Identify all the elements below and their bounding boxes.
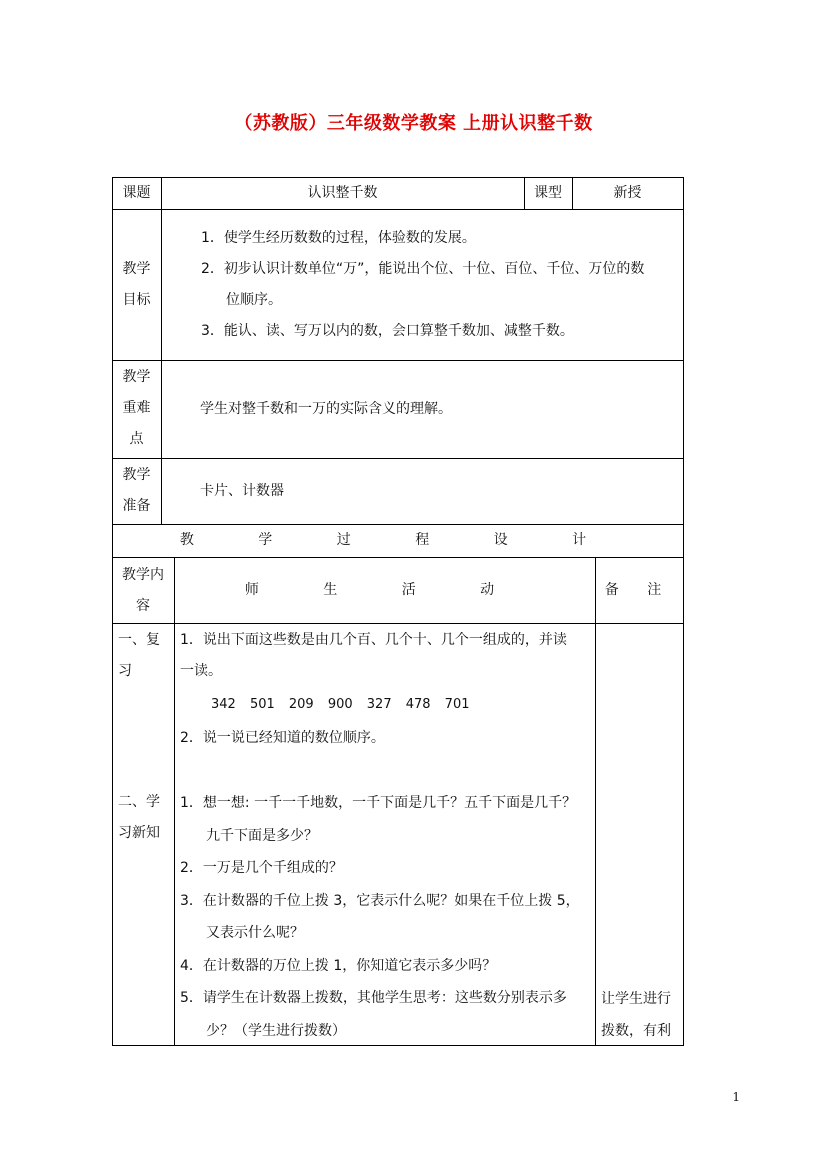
- goal-item: 1．使学生经历数数的过程，体验数的发展。: [201, 230, 476, 246]
- notes-column-header: 备 注: [604, 582, 674, 598]
- goal-item: 3．能认、读、写万以内的数，会口算整千数加、减整千数。: [201, 323, 574, 339]
- lesson-plan-table: [112, 177, 684, 1046]
- topic-label: 课题: [122, 185, 151, 201]
- review-label: 一、复 习: [118, 632, 160, 679]
- prep-text: 卡片、计数器: [200, 483, 284, 499]
- learning-item: 3．在计数器的千位上拨 3，它表示什么呢？如果在千位上拨 5，: [180, 892, 580, 909]
- content-column-header: 教学内 容: [122, 567, 164, 614]
- learning-item: 5．请学生在计数器上拨数，其他学生思考：这些数分别表示多: [180, 990, 567, 1006]
- type-value: 新授: [613, 185, 642, 201]
- review-numbers: 342 501 209 900 327 478 701: [211, 697, 470, 712]
- learning-item: 九千下面是多少？: [206, 827, 318, 844]
- new-learning-list: [180, 787, 580, 1047]
- new-learning-label: 二、学 习新知: [118, 794, 160, 841]
- new-learning-note: 让学生进行 拨数，有利: [601, 991, 671, 1039]
- goal-item: 位顺序。: [226, 292, 282, 308]
- process-header: 教 学 过 程 设 计: [179, 532, 617, 548]
- learning-item: 2．一万是几个千组成的？: [180, 860, 343, 876]
- key-points-text: 学生对整千数和一万的实际含义的理解。: [200, 401, 452, 417]
- goals-label: 教学 目标: [122, 261, 151, 308]
- goal-item: 2．初步认识计数单位“万”，能说出个位、十位、百位、千位、万位的数: [201, 261, 645, 277]
- review-question-1: 1．说出下面这些数是由几个百、几个十、几个一组成的，并读 一读。: [180, 632, 567, 679]
- learning-item: 1．想一想: 一千一千地数，一千下面是几千？五千下面是几千？: [180, 795, 577, 811]
- review-question-2: 2．说一说已经知道的数位顺序。: [180, 730, 385, 746]
- prep-label: 教学 准备: [122, 467, 151, 514]
- page-title: （苏教版）三年级数学教案 上册认识整千数: [234, 113, 593, 134]
- topic-value: 认识整千数: [307, 185, 378, 201]
- learning-item: 4．在计数器的万位上拨 1，你知道它表示多少吗？: [180, 957, 497, 974]
- key-points-label: 教学 重难 点: [122, 369, 151, 447]
- goals-list: [201, 223, 644, 347]
- learning-item: 少？（学生进行拨数）: [206, 1022, 346, 1039]
- page-number: 1: [732, 1090, 740, 1104]
- learning-item: 又表示什么呢？: [206, 925, 304, 941]
- activity-column-header: 师 生 活 动: [244, 582, 525, 598]
- type-label: 课型: [534, 185, 562, 201]
